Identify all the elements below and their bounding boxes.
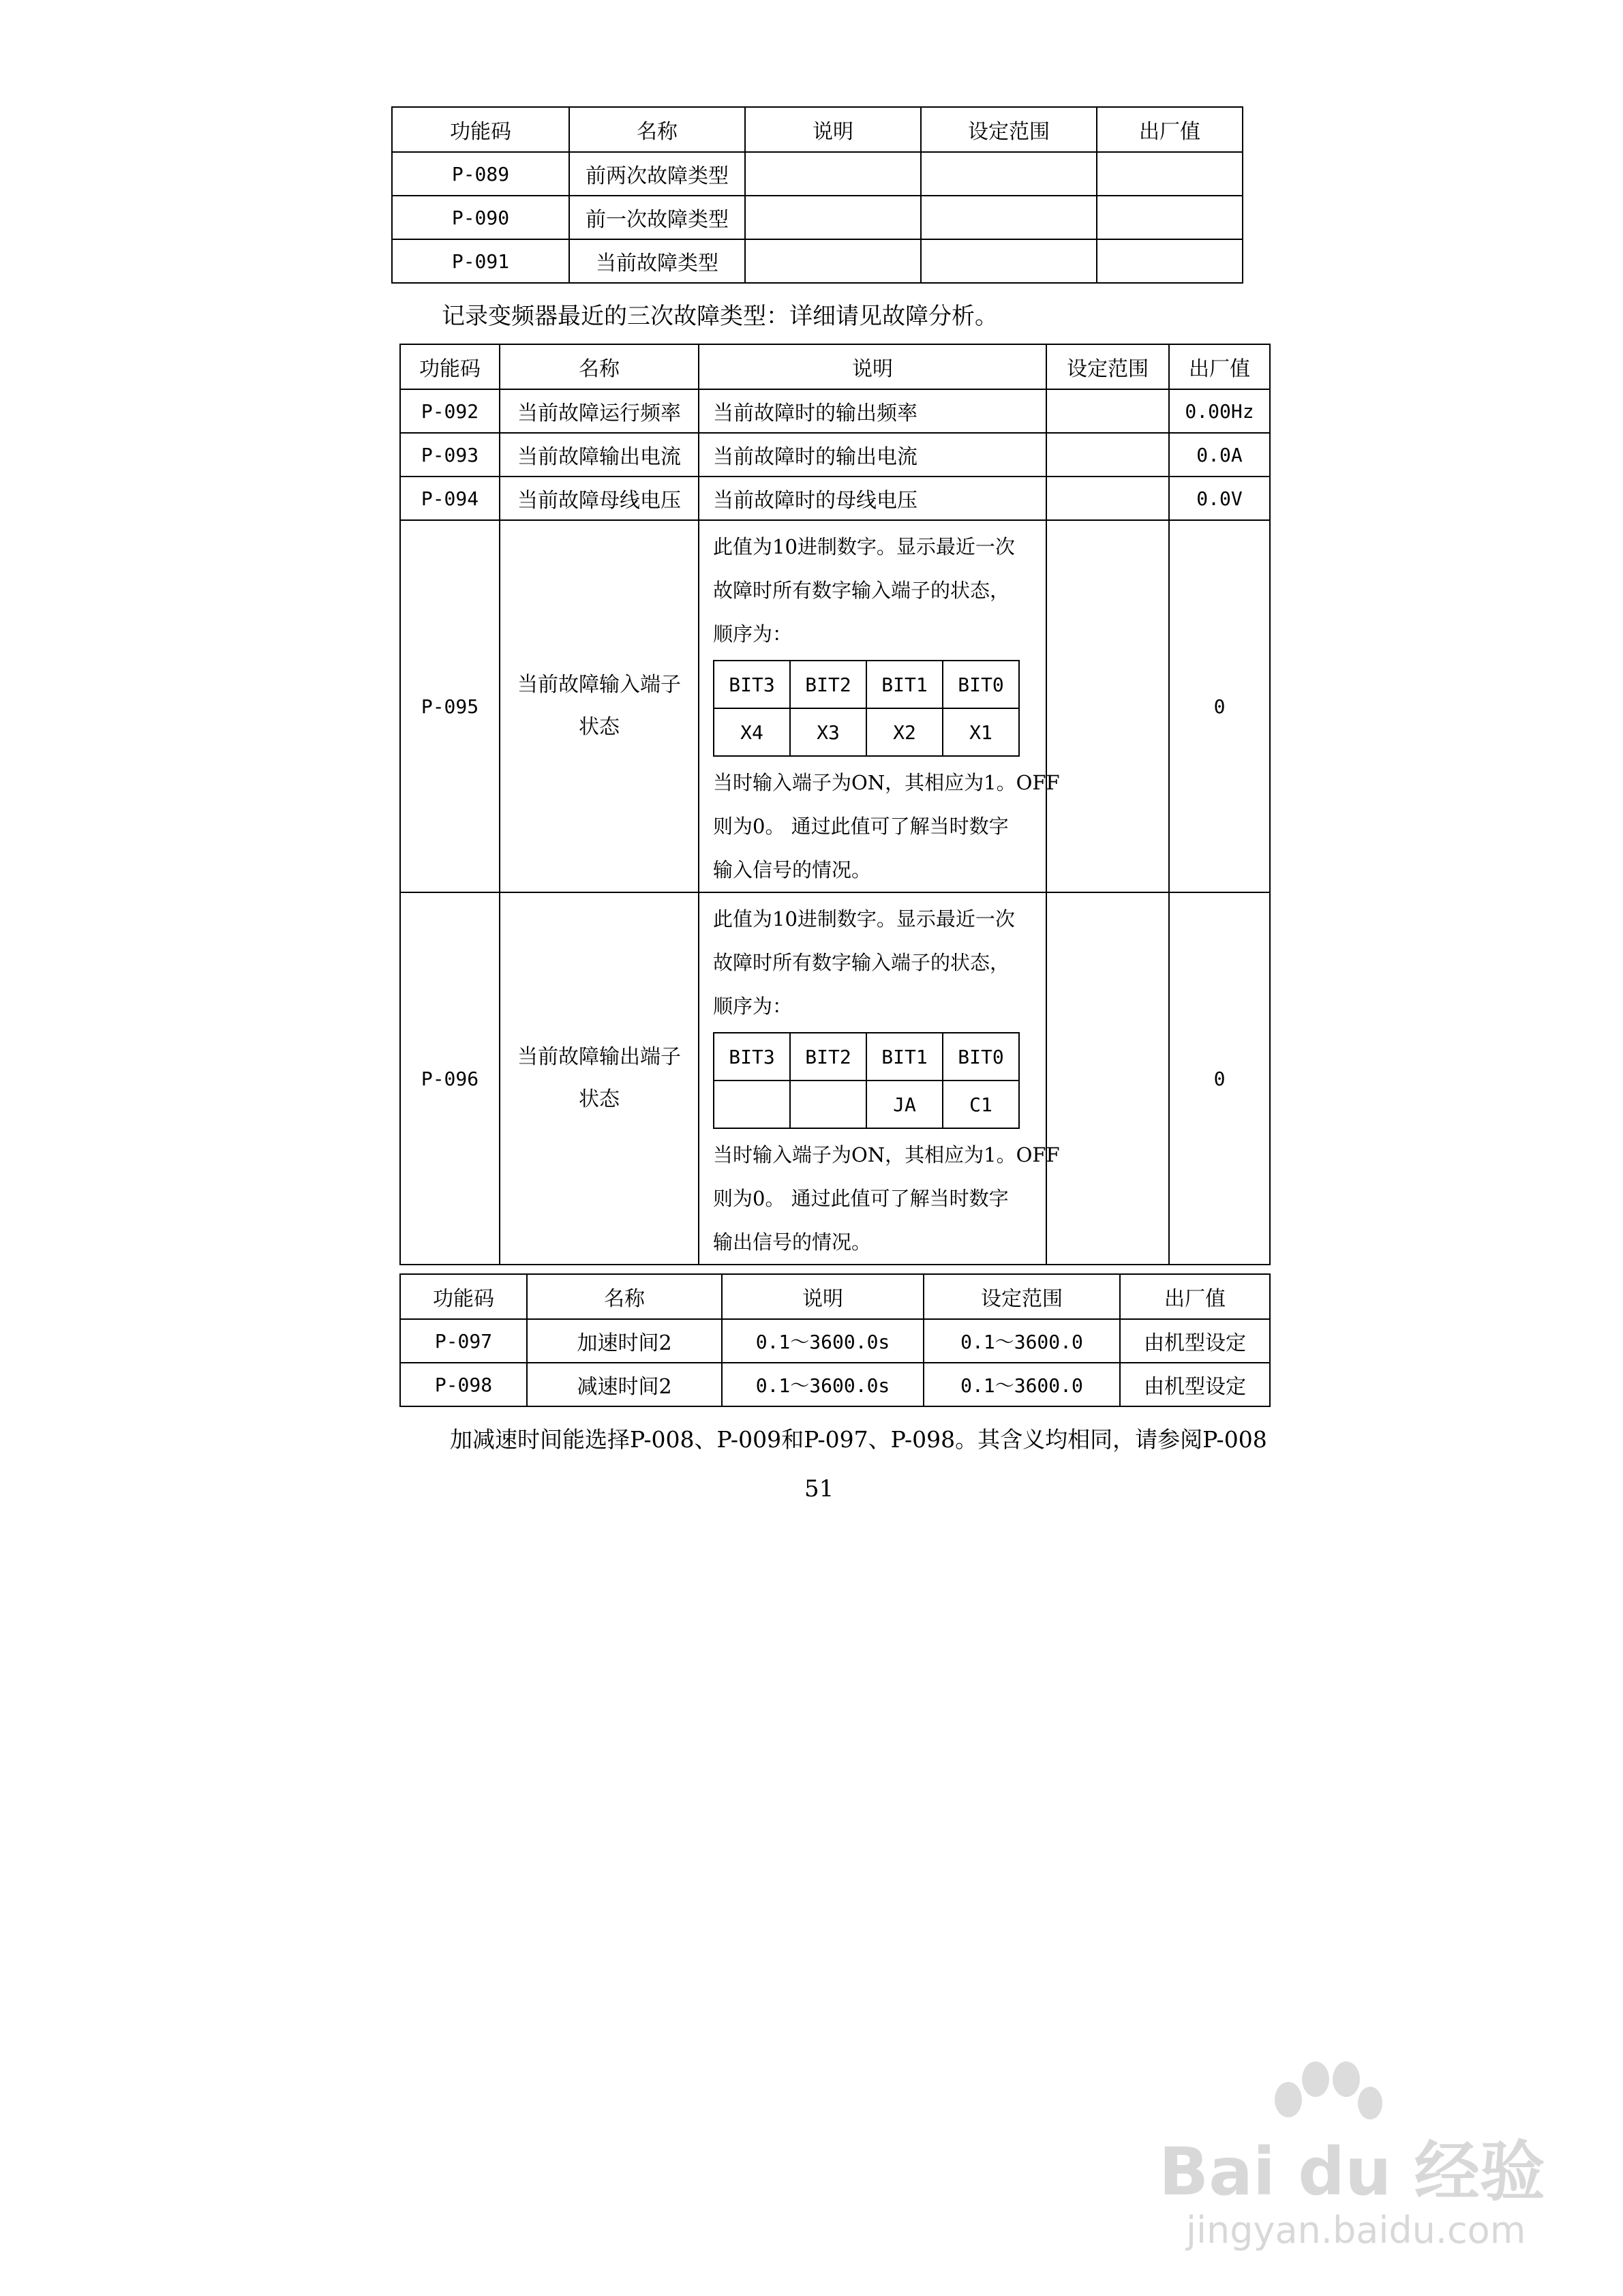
row-name: 前两次故障类型	[569, 152, 745, 196]
row-code: P-094	[400, 477, 500, 520]
bit-row	[714, 1033, 1019, 1081]
table-fault-types	[391, 106, 1243, 284]
table-header-row	[392, 107, 1243, 152]
row-default: 0.0A	[1169, 433, 1270, 477]
desc-line: 故障时所有数字输入端子的状态，	[713, 951, 1010, 974]
table-row	[400, 1319, 1270, 1363]
header-range: 设定范围	[924, 1274, 1120, 1319]
bit-cell: BIT3	[714, 661, 790, 708]
header-default: 出厂值	[1097, 107, 1243, 152]
header-code: 功能码	[400, 344, 500, 389]
row-range	[921, 152, 1097, 196]
row-desc: 当前故障时的输出频率	[699, 389, 1046, 433]
row-range	[921, 239, 1097, 283]
header-default: 出厂值	[1169, 344, 1270, 389]
table-row	[392, 239, 1243, 283]
row-name: 当前故障输出电流	[500, 433, 699, 477]
bit-row	[714, 661, 1019, 708]
row-code: P-089	[392, 152, 569, 196]
header-name: 名称	[569, 107, 745, 152]
row-default	[1097, 152, 1243, 196]
table-row-p096	[400, 892, 1270, 1265]
table-row	[400, 389, 1270, 433]
header-desc: 说明	[699, 344, 1046, 389]
header-desc: 说明	[722, 1274, 924, 1319]
row-desc	[699, 892, 1060, 1265]
row-desc	[745, 152, 921, 196]
row-desc	[699, 520, 1060, 892]
table-row-p095	[400, 520, 1270, 892]
row-name	[500, 520, 699, 892]
row-range	[1046, 433, 1169, 477]
row-default	[1097, 196, 1243, 239]
desc-line: 输出信号的情况。	[713, 1230, 872, 1254]
header-code: 功能码	[400, 1274, 527, 1319]
row-code: P-093	[400, 433, 500, 477]
page-number: 51	[804, 1475, 834, 1502]
bit-cell: BIT2	[790, 661, 866, 708]
row-default: 由机型设定	[1120, 1319, 1270, 1363]
row-range	[921, 196, 1097, 239]
terminal-cell: JA	[866, 1081, 943, 1128]
table-fault-status	[399, 344, 1271, 1265]
row-default	[1097, 239, 1243, 283]
desc-line: 则为0。 通过此值可了解当时数字	[713, 1187, 1009, 1210]
row-range: 0.1～3600.0	[924, 1319, 1120, 1363]
row-code: P-097	[400, 1319, 527, 1363]
name-line: 状态	[579, 715, 620, 739]
terminal-cell: X3	[790, 708, 866, 756]
row-desc: 0.1～3600.0s	[722, 1319, 924, 1363]
table-accel-decel	[399, 1273, 1271, 1407]
desc-line: 当时输入端子为ON，其相应为1。OFF	[713, 771, 1060, 794]
row-code: P-096	[400, 892, 500, 1265]
name-line: 当前故障输入端子	[517, 673, 681, 697]
row-name: 前一次故障类型	[569, 196, 745, 239]
row-default: 0.00Hz	[1169, 389, 1270, 433]
row-code: P-095	[400, 520, 500, 892]
bit-cell: BIT2	[790, 1033, 866, 1081]
row-code: P-098	[400, 1363, 527, 1406]
terminal-cell: X2	[866, 708, 943, 756]
row-range	[1046, 520, 1169, 892]
desc-line: 当时输入端子为ON，其相应为1。OFF	[713, 1143, 1060, 1166]
row-code: P-092	[400, 389, 500, 433]
watermark-url: jingyan.baidu.com	[1186, 2209, 1526, 2252]
row-range	[1046, 389, 1169, 433]
bit-cell: BIT3	[714, 1033, 790, 1081]
bit-cell: BIT1	[866, 661, 943, 708]
bit-cell: BIT0	[943, 1033, 1019, 1081]
note-fault-record: 记录变频器最近的三次故障类型：详细请见故障分析。	[442, 303, 998, 330]
header-name: 名称	[527, 1274, 722, 1319]
row-range: 0.1～3600.0	[924, 1363, 1120, 1406]
terminal-cell: C1	[943, 1081, 1019, 1128]
terminal-cell	[790, 1081, 866, 1128]
row-range	[1046, 477, 1169, 520]
row-code: P-091	[392, 239, 569, 283]
row-desc	[745, 239, 921, 283]
header-name: 名称	[500, 344, 699, 389]
row-name: 当前故障运行频率	[500, 389, 699, 433]
desc-line: 顺序为：	[713, 622, 793, 646]
terminal-row	[714, 1081, 1019, 1128]
note-accel-decel: 加减速时间能选择P-008、P-009和P-097、P-098。其含义均相同，请参阅P-008	[450, 1426, 1267, 1453]
desc-line: 顺序为：	[713, 995, 793, 1018]
desc-line: 此值为10进制数字。显示最近一次	[713, 907, 1015, 931]
table-row	[400, 1363, 1270, 1406]
table-row	[400, 433, 1270, 477]
bit-table	[713, 660, 1020, 757]
table-header-row	[400, 344, 1270, 389]
desc-line: 此值为10进制数字。显示最近一次	[713, 535, 1015, 558]
row-desc: 0.1～3600.0s	[722, 1363, 924, 1406]
desc-line: 输入信号的情况。	[713, 858, 872, 881]
table-row	[400, 477, 1270, 520]
name-line: 状态	[579, 1087, 620, 1111]
row-name	[500, 892, 699, 1265]
bit-cell: BIT0	[943, 661, 1019, 708]
terminal-row	[714, 708, 1019, 756]
row-default: 由机型设定	[1120, 1363, 1270, 1406]
watermark	[1159, 2059, 1595, 2263]
row-name: 减速时间2	[527, 1363, 722, 1406]
watermark-brand: Bai du 经验	[1159, 2134, 1545, 2210]
header-range: 设定范围	[921, 107, 1097, 152]
row-default: 0	[1169, 520, 1270, 892]
row-desc	[745, 196, 921, 239]
table-row	[392, 196, 1243, 239]
desc-line: 故障时所有数字输入端子的状态，	[713, 579, 1010, 602]
row-name: 加速时间2	[527, 1319, 722, 1363]
row-range	[1046, 892, 1169, 1265]
row-default: 0	[1169, 892, 1270, 1265]
row-code: P-090	[392, 196, 569, 239]
header-default: 出厂值	[1120, 1274, 1270, 1319]
table-header-row	[400, 1274, 1270, 1319]
table-row	[392, 152, 1243, 196]
row-name: 当前故障母线电压	[500, 477, 699, 520]
terminal-cell	[714, 1081, 790, 1128]
header-desc: 说明	[745, 107, 921, 152]
terminal-cell: X4	[714, 708, 790, 756]
header-range: 设定范围	[1046, 344, 1169, 389]
row-desc: 当前故障时的母线电压	[699, 477, 1046, 520]
terminal-cell: X1	[943, 708, 1019, 756]
row-default: 0.0V	[1169, 477, 1270, 520]
row-desc: 当前故障时的输出电流	[699, 433, 1046, 477]
name-line: 当前故障输出端子	[517, 1045, 681, 1069]
bit-cell: BIT1	[866, 1033, 943, 1081]
desc-line: 则为0。 通过此值可了解当时数字	[713, 815, 1009, 838]
bit-table	[713, 1032, 1020, 1129]
header-code: 功能码	[392, 107, 569, 152]
row-name: 当前故障类型	[569, 239, 745, 283]
